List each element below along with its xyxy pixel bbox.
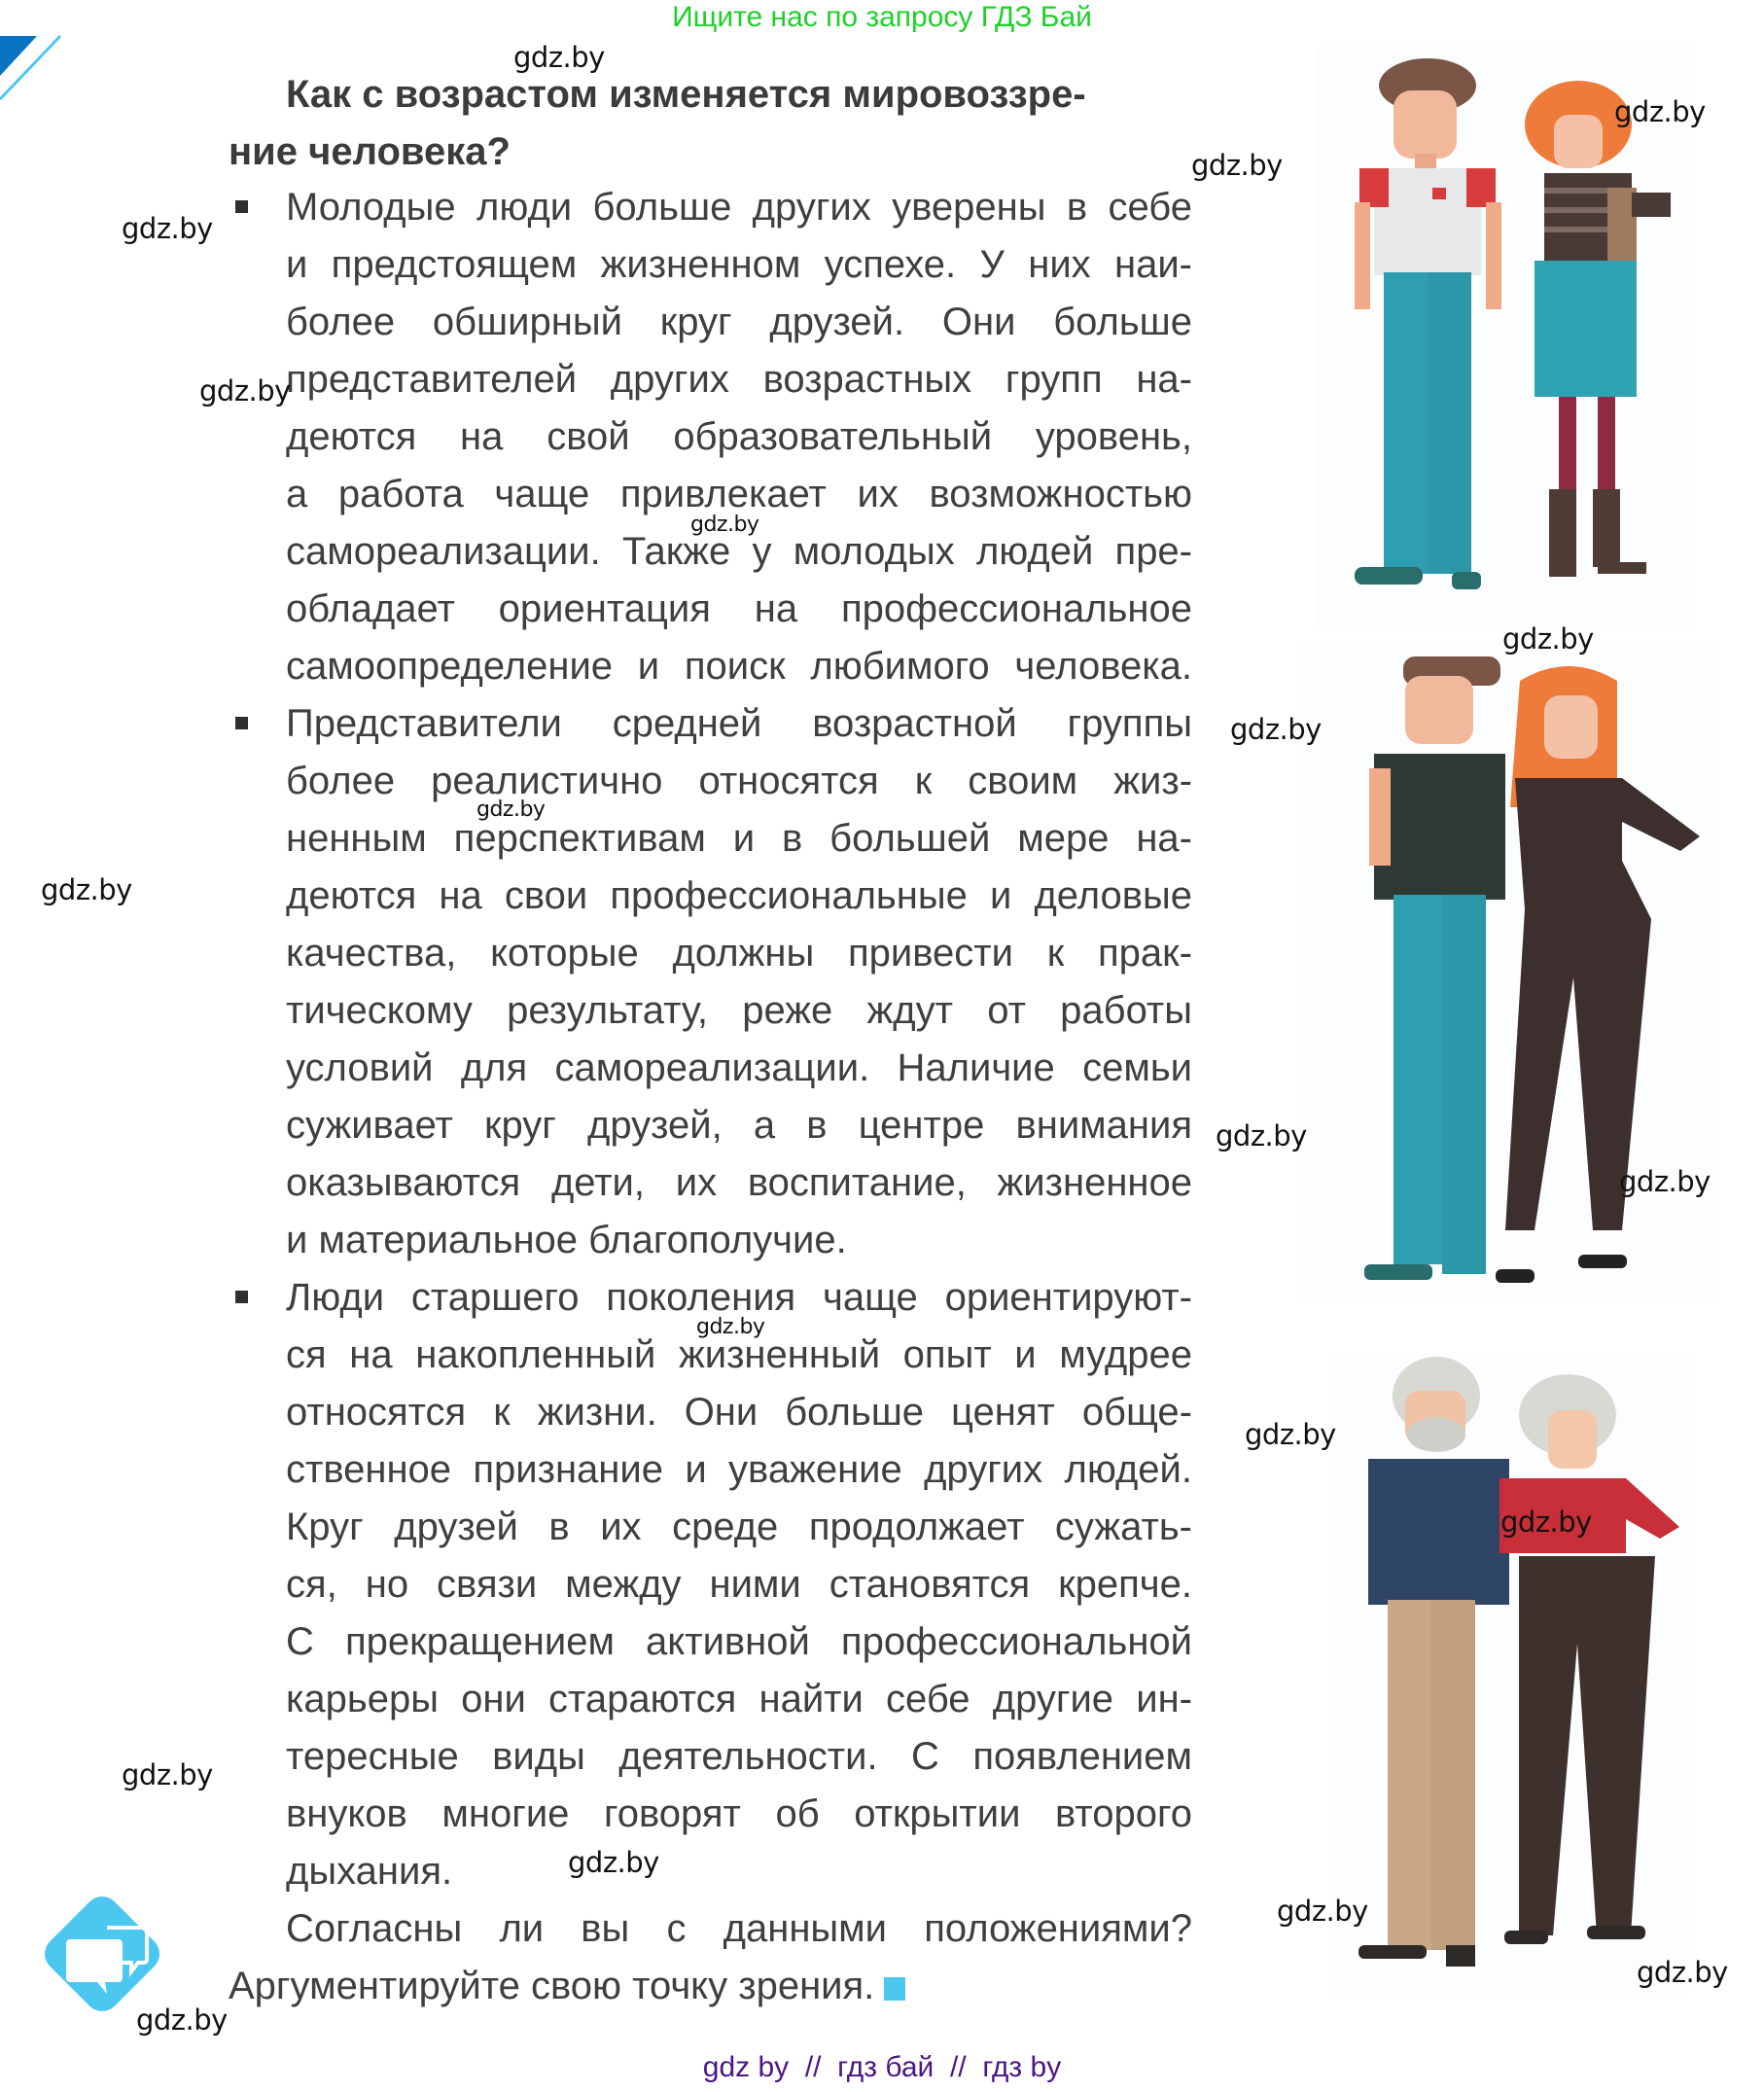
watermark: gdz.by [1614,95,1706,128]
text-line: деются на свои профессиональные и деловые [286,874,1192,917]
text-line: более обширный круг друзей. Они больше [286,301,1192,343]
text-line: условий для самореализации. Наличие семьи [286,1046,1192,1089]
watermark: gdz.by [696,1315,765,1339]
watermark: gdz.by [1216,1119,1307,1152]
watermark: gdz.by [122,1758,213,1791]
watermark: gdz.by [1230,713,1322,746]
text-line: ся на накопленный жизненный опыт и мудрее [286,1333,1192,1376]
section-elder [286,1269,1192,1900]
text-line: оказываются дети, их воспитание, жизненное [286,1161,1192,1204]
text-line: С прекращением активной профессиональной [286,1620,1192,1663]
watermark: gdz.by [122,212,213,245]
heading-line-1: Как с возрастом изменяется мировоззре- [286,73,1086,116]
text-line: ственное признание и уважение других людей. [286,1448,1192,1491]
text-line: относятся к жизни. Они больше ценят обще- [286,1391,1192,1434]
watermark: gdz.by [568,1846,659,1879]
watermark: gdz.by [1245,1418,1336,1451]
end-square-icon [884,1977,905,2001]
text-line: карьеры они стараются найти себе другие ин- [286,1678,1192,1720]
closing-line-2: Аргументируйте свою точку зрения. [229,1965,875,2007]
watermark: gdz.by [513,41,605,74]
watermark: gdz.by [1191,149,1283,182]
watermark: gdz.by [199,374,291,408]
text-line: ся, но связи между ними становятся крепче. [286,1563,1192,1606]
page-heading [229,66,1201,181]
text-line: самоопределение и поиск любимого человека. [286,645,1192,688]
watermark: gdz.by [1500,1506,1592,1539]
text-line: и предстоящем жизненном успехе. У них наи- [286,243,1192,286]
middle-age-couple-illustration [1296,642,1714,1303]
text-line: внуков многие говорят об открытии второго [286,1792,1192,1835]
closing-question [229,1900,1192,2015]
heading-line-2: ние человека? [229,130,511,173]
text-line: тересные виды деятельности. С появлением [286,1735,1192,1778]
text-line: самореализации. Также у молодых людей пре- [286,530,1192,573]
text-line: более реалистично относятся к своим жиз- [286,760,1192,802]
text-line: Круг друзей в их среде продолжает сужать- [286,1506,1192,1548]
text-line: тическому результату, реже ждут от работы [286,989,1192,1032]
text-line: качества, которые должны привести к прак- [286,932,1192,975]
bullet-icon [235,1291,248,1303]
corner-stripe-icon [0,29,68,107]
section-young [286,179,1192,695]
footer-links: gdz by // гдз бай // гдз by [702,2051,1062,2083]
young-couple-illustration [1316,47,1695,630]
text-line: обладает ориентация на профессиональное [286,587,1192,630]
text-line: а работа чаще привлекает их возможностью [286,473,1192,515]
watermark: gdz.by [41,873,132,906]
text-line: представителей других возрастных групп на- [286,358,1192,401]
section-middle [286,695,1192,1269]
text-line: деются на свой образовательный уровень, [286,415,1192,458]
bullet-icon [235,200,248,213]
top-banner: Ищите нас по запросу ГДЗ Бай [672,1,1092,33]
watermark: gdz.by [1619,1165,1711,1198]
watermark: gdz.by [476,798,546,822]
bullet-icon [235,717,248,729]
watermark: gdz.by [1637,1956,1728,1989]
text-line: Молодые люди больше других уверены в себе [286,186,1192,229]
text-line: суживает круг друзей, а в центре внимания [286,1104,1192,1147]
watermark: gdz.by [1277,1895,1368,1928]
text-line: Представители средней возрастной группы [286,702,1192,745]
watermark: gdz.by [1502,622,1594,656]
elderly-couple-illustration [1329,1352,1689,1994]
watermark: gdz.by [690,513,759,537]
text-line: ненным перспективам и в большей мере на- [286,817,1192,860]
text-line: и материальное благополучие. [286,1219,847,1261]
closing-line-1: Согласны ли вы с данными положениями? [286,1907,1192,1950]
watermark: gdz.by [136,2003,228,2037]
text-line: Люди старшего поколения чаще ориентируют- [286,1276,1192,1319]
text-line: дыхания. [286,1850,453,1893]
